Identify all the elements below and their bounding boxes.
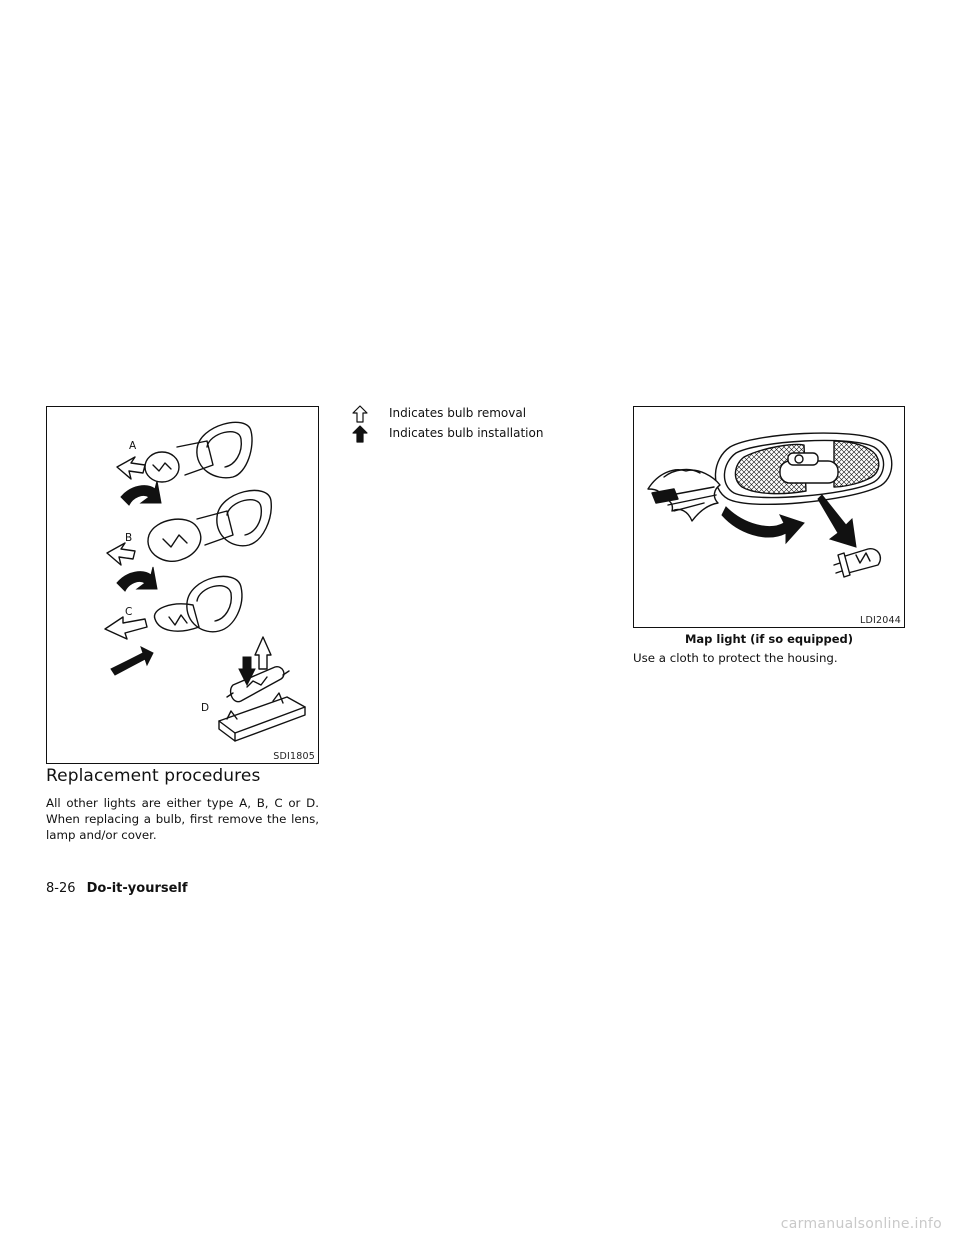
watermark: carmanualsonline.info <box>780 1216 942 1232</box>
section-paragraph: All other lights are either type A, B, C or D. When replacing a bulb, first remove the lens, lamp and/or cover. <box>46 796 319 842</box>
page-footer <box>46 877 346 897</box>
outline-up-arrow-icon <box>352 405 368 423</box>
bulb-a-glass <box>145 452 179 482</box>
bulb-c-glass <box>154 604 199 631</box>
section-heading: Replacement procedures <box>46 766 261 786</box>
bulb-label-b: B <box>125 532 133 544</box>
legend-installation <box>352 424 592 444</box>
map-light-caption: Map light (if so equipped) <box>684 632 854 646</box>
bulb-c-socket <box>187 576 242 631</box>
outline-removal-arrow <box>255 637 271 669</box>
bulb-label-c: C <box>125 606 133 618</box>
solid-installation-arrow <box>117 567 157 591</box>
remove-arrow <box>818 495 856 547</box>
map-light-figure <box>633 406 905 628</box>
bulb-b-glass <box>148 519 201 561</box>
outline-removal-arrow <box>107 543 135 565</box>
page-number: 8-26 <box>46 881 76 896</box>
bulb-d-holder <box>219 693 305 741</box>
outline-removal-arrow <box>105 617 147 639</box>
solid-installation-arrow <box>111 647 153 675</box>
bulb-label-a: A <box>129 440 137 452</box>
bulb-label-d: D <box>201 702 210 714</box>
solid-installation-arrow <box>121 481 161 505</box>
replacement-bulb <box>834 549 880 577</box>
map-light-paragraph: Use a cloth to protect the housing. <box>633 651 838 665</box>
bulb-types-figure <box>46 406 319 764</box>
bulb-types-illustration <box>47 407 318 763</box>
bulb-b-socket <box>197 490 271 545</box>
solid-up-arrow-icon <box>352 425 368 443</box>
figure-code: SDI1805 <box>273 751 315 762</box>
figure-code: LDI2044 <box>860 615 901 626</box>
legend-installation-label: Indicates bulb installation <box>389 426 544 440</box>
legend-removal <box>352 404 592 424</box>
legend-removal-label: Indicates bulb removal <box>389 406 527 420</box>
bulb-a-socket <box>177 422 252 477</box>
map-light-illustration <box>634 407 904 627</box>
rotate-arrow <box>722 507 804 543</box>
chapter-title: Do-it-yourself <box>86 881 188 896</box>
outline-removal-arrow <box>117 457 145 479</box>
